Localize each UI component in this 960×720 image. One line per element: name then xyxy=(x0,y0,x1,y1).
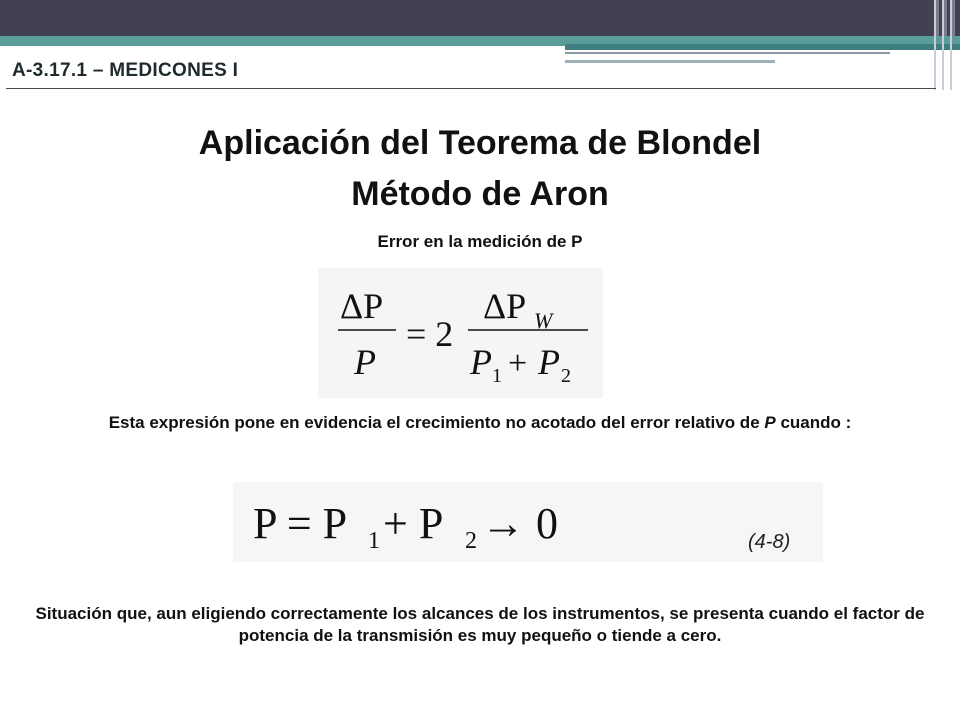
eq1-rhs-den-b: P xyxy=(538,342,560,382)
eq1-lhs-numerator: ΔP xyxy=(340,286,384,326)
eq2-sub2: 2 xyxy=(465,528,477,554)
eq2-lhs: P = P xyxy=(253,499,348,548)
accent-line xyxy=(565,60,775,63)
equation-relative-error-svg xyxy=(318,268,603,398)
equation-relative-error xyxy=(318,268,603,398)
section-code: A-3.17.1 – MEDICONES I xyxy=(12,60,239,81)
explanation-text: Esta expresión pone en evidencia el crecimiento no acotado del error relativo de xyxy=(108,413,765,432)
accent-line xyxy=(565,52,890,54)
eq1-rhs-den-plus: + xyxy=(508,345,528,382)
accent-band-dark xyxy=(565,44,960,50)
slide-title-line2: Método de Aron xyxy=(351,175,609,213)
eq1-rhs-numerator-sub: W xyxy=(534,308,553,333)
slide-title: Aplicación del Teorema de Blondel xyxy=(198,124,762,162)
eq2-arrow: → 0 xyxy=(481,499,558,548)
eq2-plus: + P xyxy=(383,499,444,548)
equation-condition xyxy=(233,482,823,562)
top-title-bar xyxy=(0,0,960,36)
eq1-rhs-numerator: ΔP xyxy=(483,286,527,326)
explanation-paragraph xyxy=(30,412,930,434)
eq1-rhs-den-a-sub: 1 xyxy=(492,365,502,387)
eq1-lhs-denominator: P xyxy=(354,342,376,382)
explanation-text-end: cuando : xyxy=(775,413,852,432)
eq1-equals-coefficient: = 2 xyxy=(406,314,454,354)
explanation-variable: P xyxy=(764,413,776,432)
header-divider xyxy=(6,88,936,89)
equation-number: (4-8) xyxy=(748,531,791,553)
slide-subtitle: Error en la medición de P xyxy=(377,232,583,251)
equation-condition-svg xyxy=(233,482,823,562)
conclusion-paragraph: Situación que, aun eligiendo correctamente los alcances de los instrumentos, se presenta cuando el factor de potencia de la transmisión es muy pequeño o tiende a cero. xyxy=(35,604,925,645)
right-decor xyxy=(930,0,960,90)
eq2-sub1: 1 xyxy=(368,528,380,554)
eq1-rhs-den-a: P xyxy=(470,342,492,382)
eq1-rhs-den-b-sub: 2 xyxy=(561,365,571,387)
